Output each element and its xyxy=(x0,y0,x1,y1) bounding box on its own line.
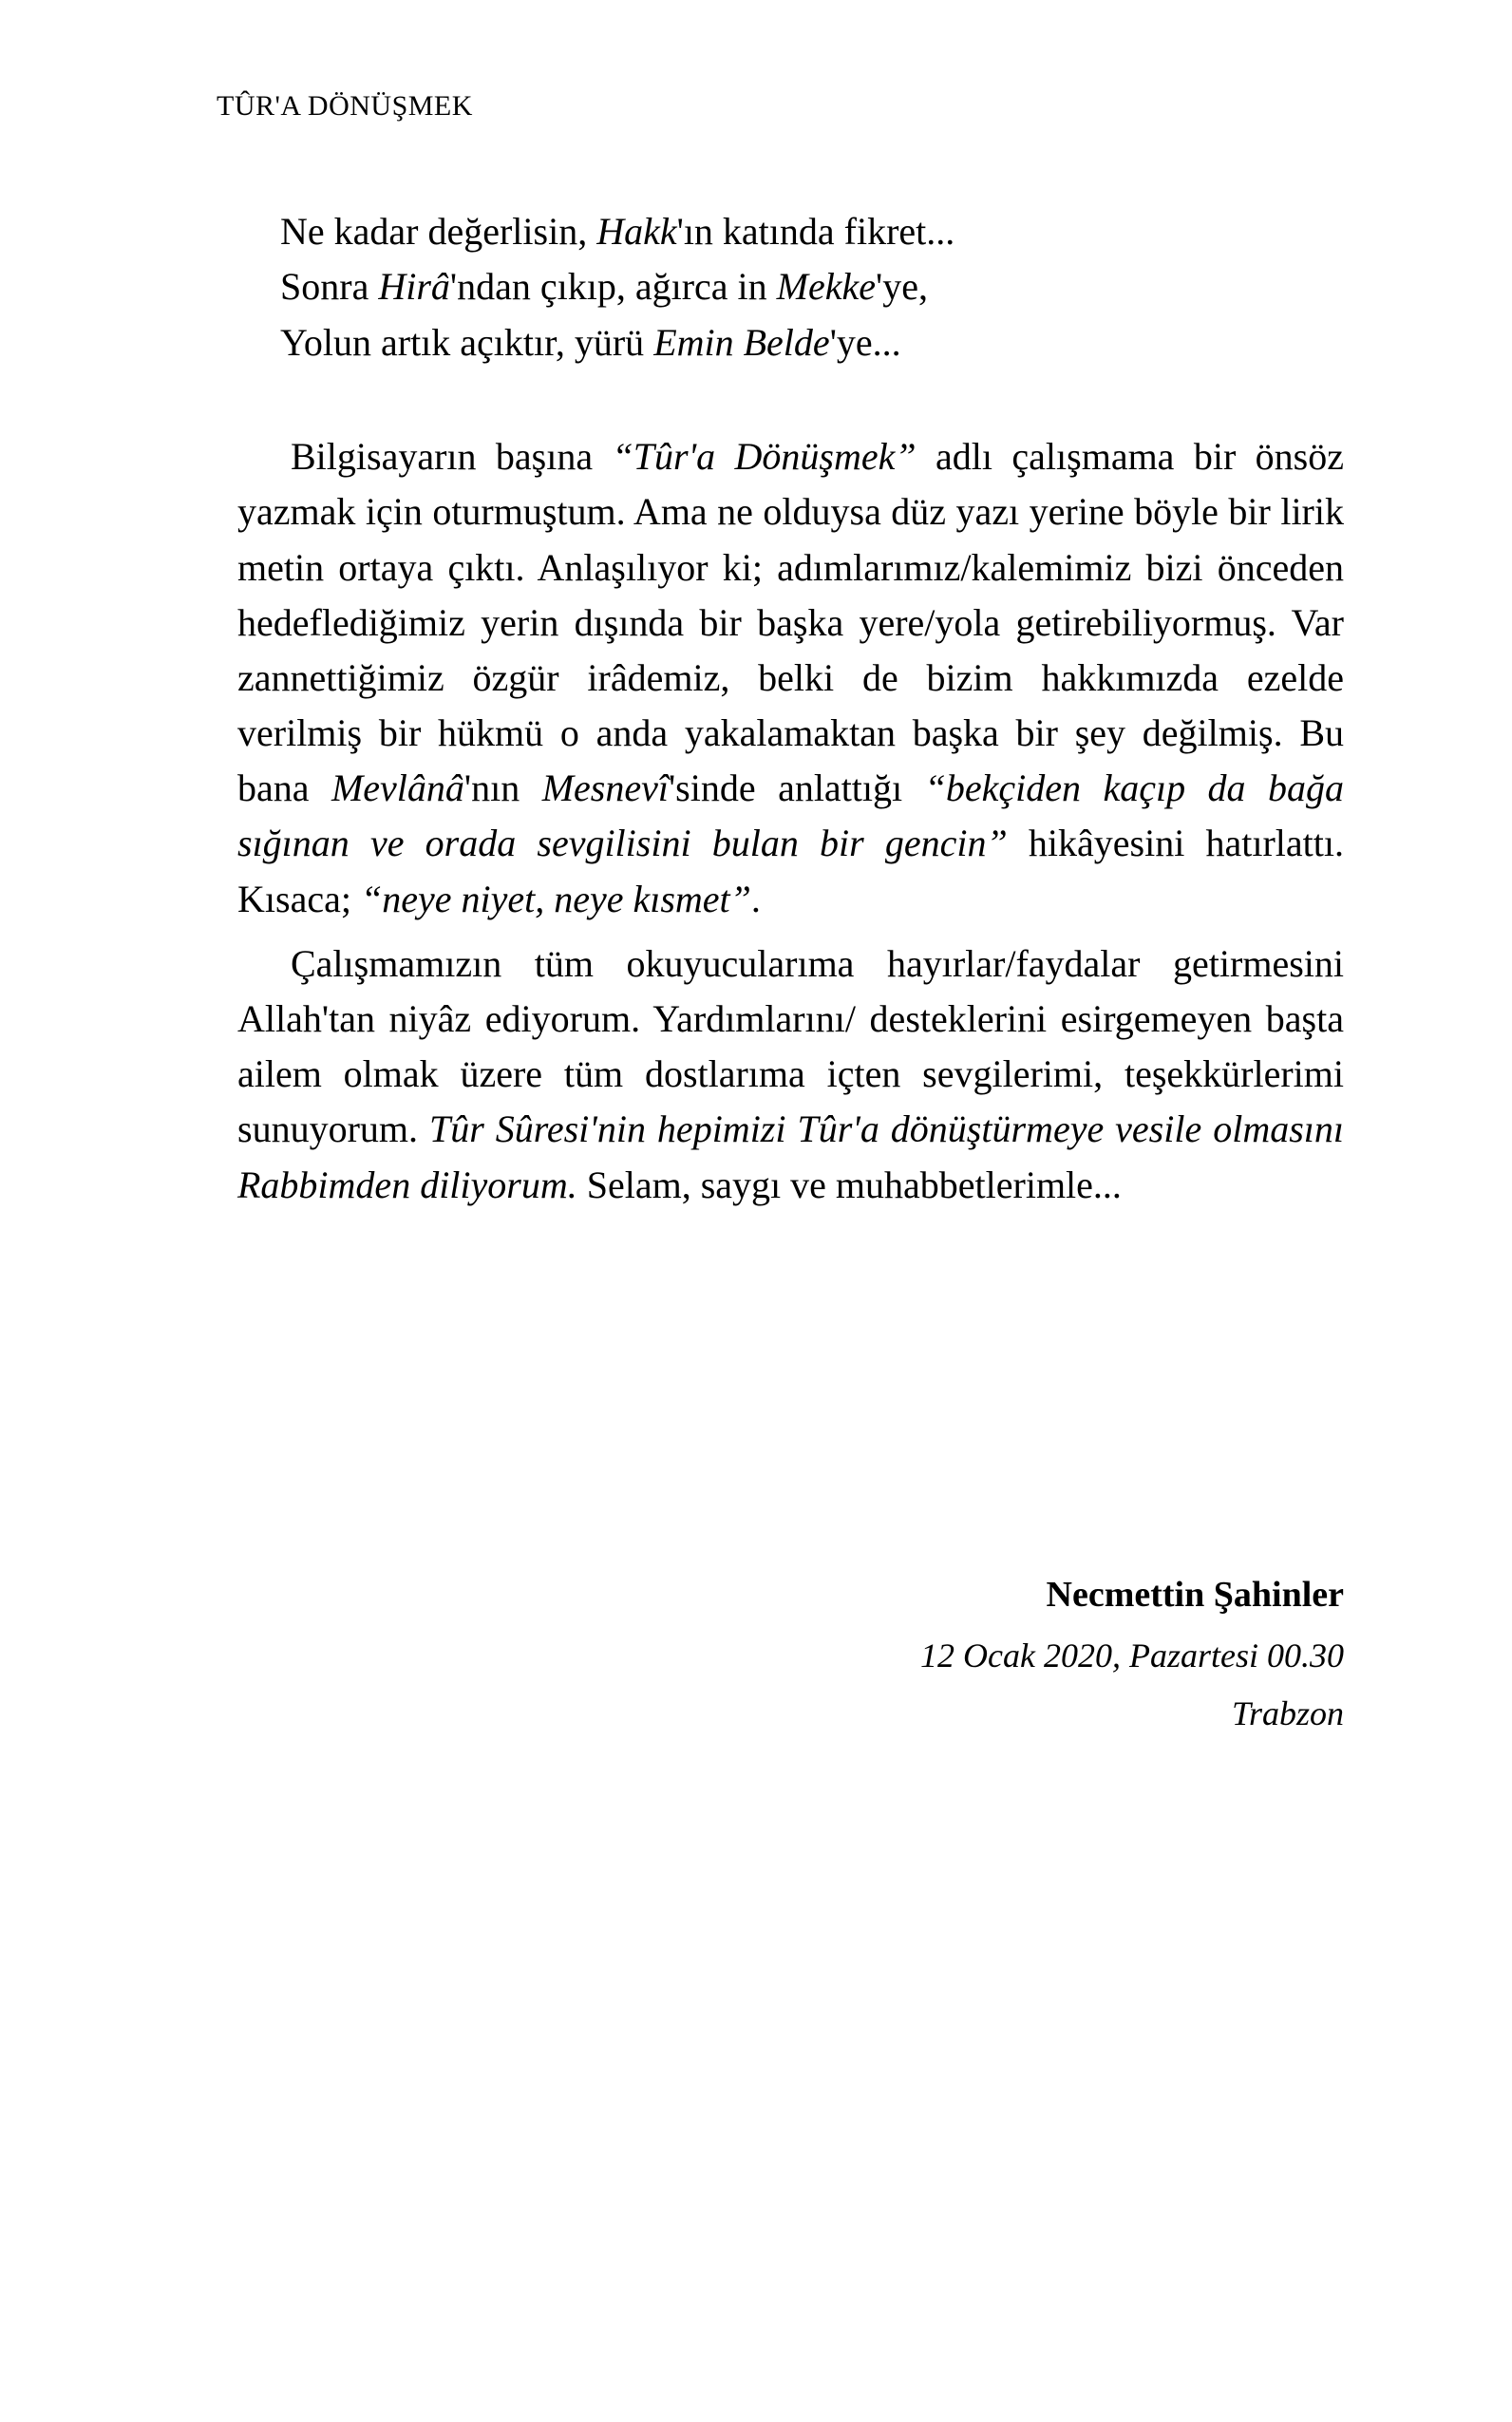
body-paragraph xyxy=(237,937,1344,1213)
text-run: 'nın xyxy=(463,766,542,810)
running-head: TÛR'A DÖNÜŞMEK xyxy=(217,90,473,122)
poem-line xyxy=(280,259,1344,314)
text-run: Bilgisayarın başına xyxy=(291,435,613,479)
text-run: hikâyesini hatırlattı. Kısaca; xyxy=(237,822,1345,920)
poem-line xyxy=(280,204,1344,259)
text-run: Selam, saygı ve muhabbetlerimle... xyxy=(576,1163,1122,1206)
text-run: 'ye... xyxy=(829,320,901,364)
text-run: 'ın katında fikret... xyxy=(676,210,955,253)
text-run: Yolun artık açıktır, yürü xyxy=(280,320,654,364)
italic-run: Hakk xyxy=(596,210,677,253)
poem-line xyxy=(280,315,1344,370)
italic-run: Tûr Sûresi'nin hepimizi Tûr'a dönüştürmeye vesile olmasını Rabbimden diliyorum. xyxy=(237,1107,1345,1206)
text-run: adlı çalışmama bir önsöz yazmak için oturmuştum. Ama ne olduysa düz yazı yerine böyle bir lirik metin ortaya çıktı. Anlaşılıyor ki; adımlarımız/kalemimiz bizi önceden hedeflediğimiz yerin dışında bir başka yere/yola getirebiliyormuş. Var zannettiğimiz özgür irâdemiz, belki de bizim hakkımızda ezelde verilmiş bir hükmü o anda yakalamaktan başka bir şey değilmiş. Bu bana xyxy=(237,435,1344,810)
italic-run: “neye niyet, neye kısmet” xyxy=(360,877,751,920)
italic-run: Mekke xyxy=(776,265,876,309)
italic-run: “Tûr'a Dönüşmek” xyxy=(612,435,917,479)
text-block xyxy=(237,204,1344,1217)
text-run: Ne kadar değerlisin, xyxy=(280,210,597,253)
signature-block xyxy=(237,1572,1344,1736)
author-name: Necmettin Şahinler xyxy=(1046,1575,1344,1615)
italic-run: “bekçiden kaçıp da bağa sığınan ve orada sevgilisini bulan bir gencin” xyxy=(237,766,1344,865)
body-paragraph xyxy=(237,429,1344,927)
text-run: 'sinde anlattığı xyxy=(668,766,925,810)
poem-stanza xyxy=(280,204,1344,370)
text-run: 'ndan çıkıp, ağırca in xyxy=(449,265,777,309)
text-run: . xyxy=(750,877,761,920)
italic-run: Emin Belde xyxy=(653,320,830,364)
text-run: 'ye, xyxy=(876,265,928,309)
text-run: Sonra xyxy=(280,265,379,309)
signature-date: 12 Ocak 2020, Pazartesi 00.30 xyxy=(920,1637,1344,1675)
text-run: Çalışmamızın tüm okuyucularıma hayırlar/faydalar getirmesini Allah'tan niyâz ediyorum. Yardımlarını/ desteklerini esirgemeyen başta ailem olmak üzere tüm dostlarıma içten sevgilerimi, teşekkürlerimi sunuyorum. xyxy=(237,941,1344,1151)
italic-run: Mesnevî xyxy=(541,766,669,810)
italic-run: Hirâ xyxy=(378,265,450,309)
italic-run: Mevlânâ xyxy=(331,766,464,810)
signature-place: Trabzon xyxy=(1231,1694,1344,1733)
